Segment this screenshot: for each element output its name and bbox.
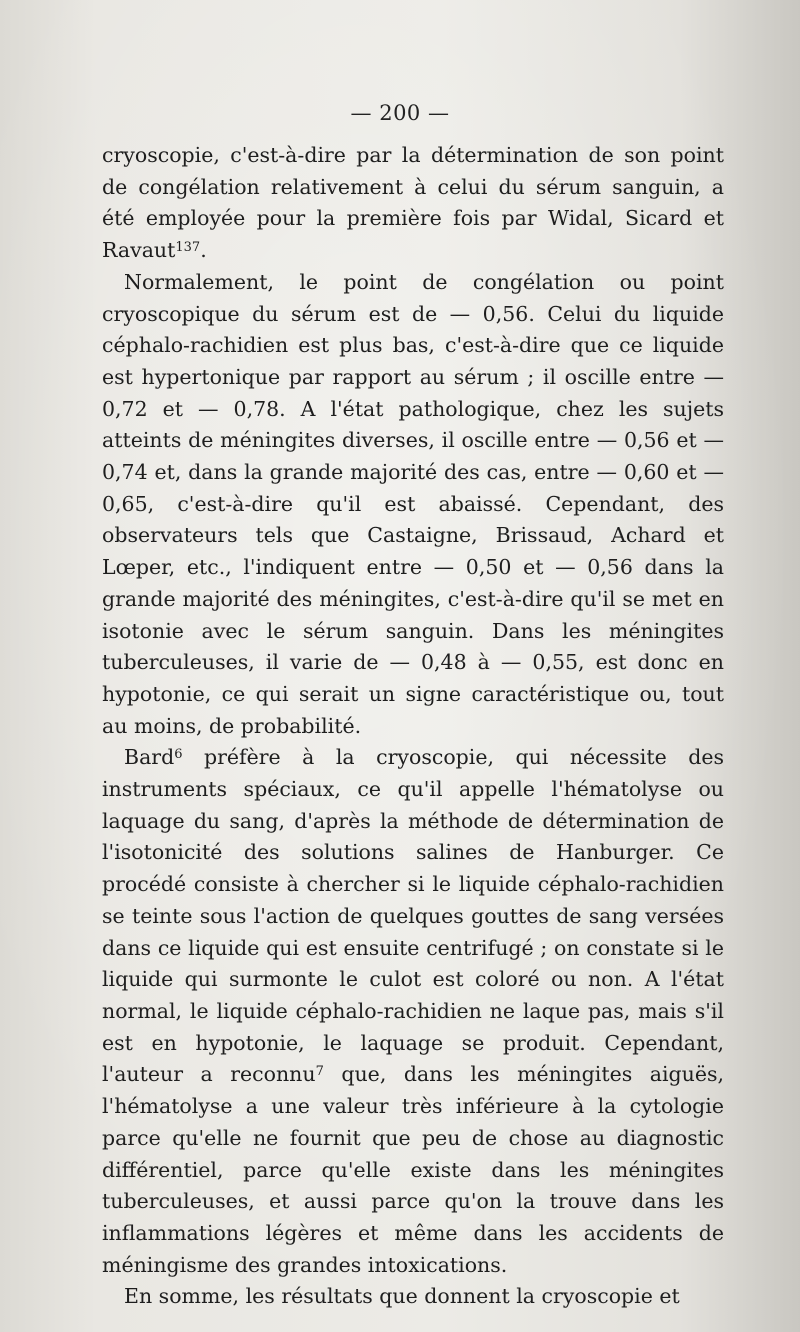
paragraph-4 <box>102 1281 724 1313</box>
text-run: préfère à la cryoscopie, qui nécessite des instruments spéciaux, ce qu'il appelle l'hématolyse ou laquage du sang, d'après la méthode de détermination de l'isotonicité des solutions salines de Hanburger. Ce procédé consiste à chercher si le liquide céphalo-rachidien se teinte sous l'action de quelques gouttes de sang versées dans ce liquide qui est ensuite centrifugé ; on constate si le liquide qui surmonte le culot est coloré ou non. A l'état normal, le liquide céphalo-rachidien ne laque pas, mais s'il est en hypotonie, le laquage se produit. Cependant, l'auteur a reconnu <box>102 745 724 1087</box>
text-run: cryoscopie, c'est-à-dire par la détermination de son point de congélation relativement à celui du sérum sanguin, a été employée pour la première fois par Widal, Sicard et Ravaut <box>102 143 724 263</box>
paragraph-2 <box>102 267 724 743</box>
text-run: Normalement, le point de congélation ou point cryoscopique du sérum est de — 0,56. Celui du liquide céphalo-rachidien est plus bas, c'est-à-dire que ce liquide est hypertonique par rapport au sérum ; il oscille entre — 0,72 et — 0,78. A l'état pathologique, chez les sujets atteints de méningites diverses, il oscille entre — 0,56 et — 0,74 et, dans la grande majorité des cas, entre — 0,60 et — 0,65, c'est-à-dire qu'il est abaissé. Cependant, des observateurs tels que Castaigne, Brissaud, Achard et Lœper, etc., l'indiquent entre — 0,50 et — 0,56 dans la grande majorité des méningites, c'est-à-dire qu'il se met en isotonie avec le sérum sanguin. Dans les méningites tuberculeuses, il varie de — 0,48 à — 0,55, est donc en hypotonie, ce qui serait un signe caractéristique ou, tout au moins, de probabilité. <box>102 269 724 738</box>
text-run: que, dans les méningites aiguës, l'hématolyse a une valeur très inférieure à la cytologie parce qu'elle ne fournit que peu de chose au diagnostic différentiel, parce qu'elle existe dans les méningites tuberculeuses, et aussi parce qu'on la trouve dans les inflammations légères et même dans les accidents de méningisme des grandes intoxications. <box>102 1062 724 1277</box>
footnote-ref: 7 <box>315 1064 324 1080</box>
footnote-ref: 137 <box>175 240 201 256</box>
text-run: En somme, les résultats que donnent la cryoscopie et <box>124 1284 680 1309</box>
paragraph-3 <box>102 742 724 1281</box>
text-run: Bard <box>124 745 175 770</box>
paragraph-1 <box>102 140 724 267</box>
page-number: — 200 — <box>350 101 450 125</box>
text-run: . <box>200 238 207 263</box>
body-text <box>102 140 724 1313</box>
footnote-ref: 6 <box>174 747 183 763</box>
